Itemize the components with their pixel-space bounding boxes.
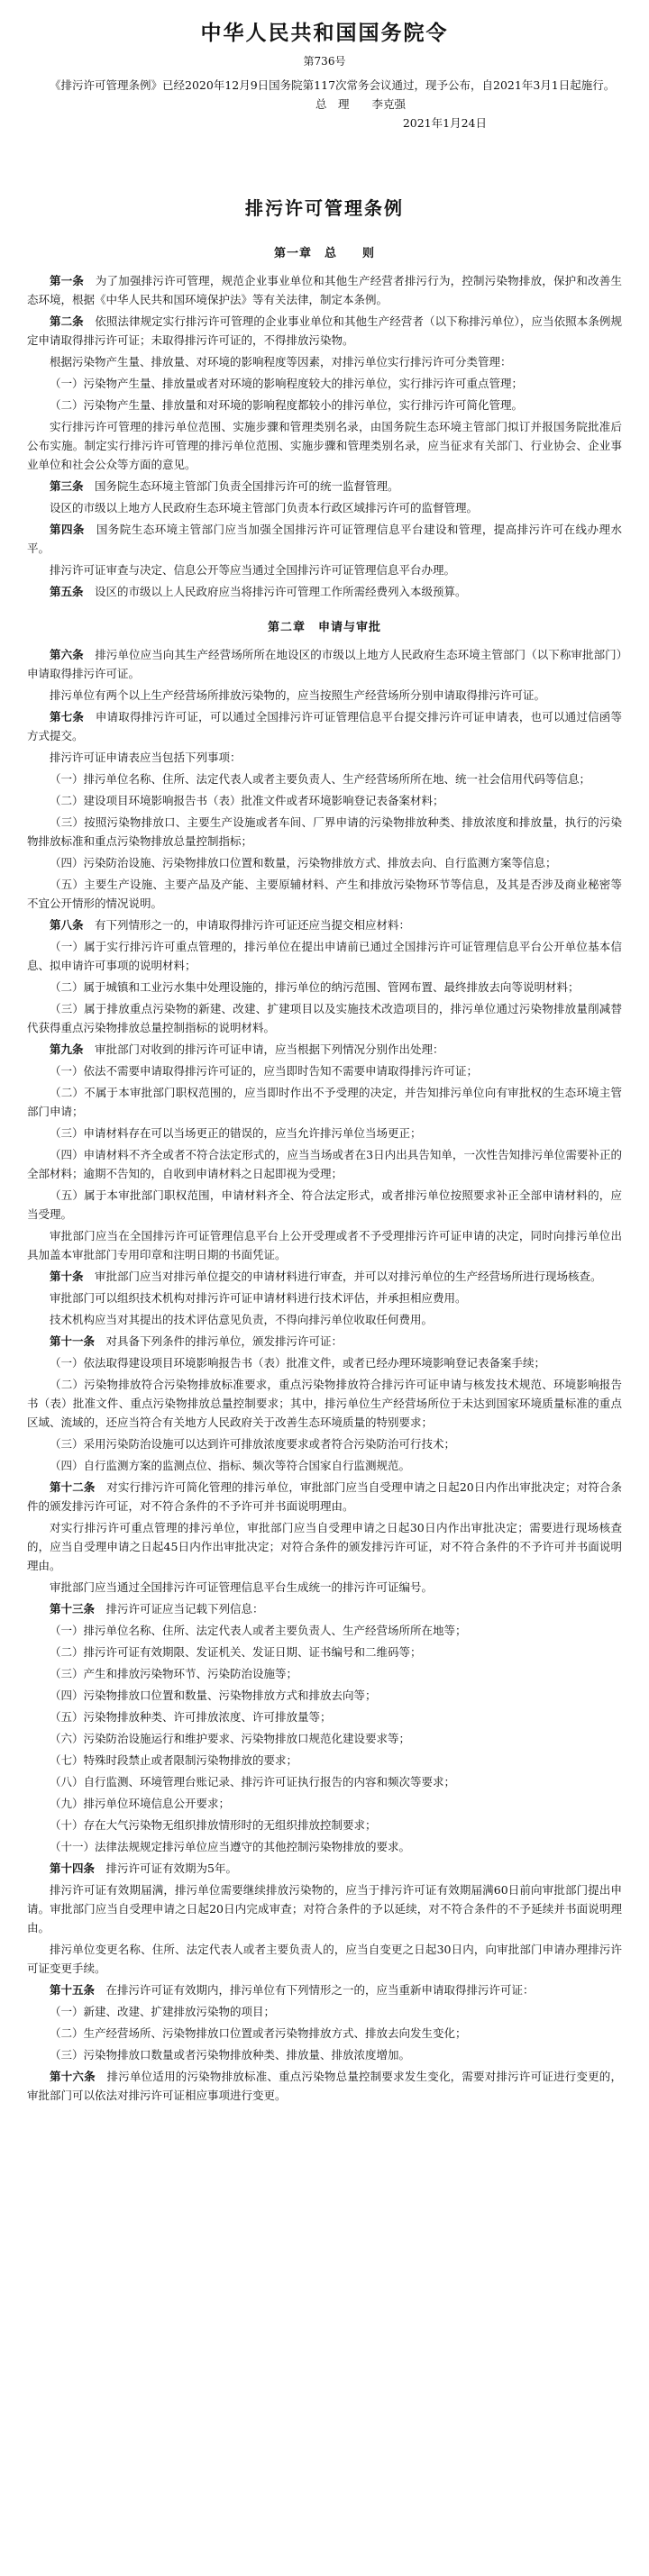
paragraph-text: （四）污染物排放口位置和数量、污染物排放方式和排放去向等；: [50, 1689, 377, 1702]
paragraph: [27, 853, 622, 872]
paragraph-text: （一）新建、改建、扩建排放污染物的项目；: [50, 2005, 276, 2018]
paragraph-text: 根据污染物产生量、排放量、对环境的影响程度等因素，对排污单位实行排污许可分类管理：: [50, 355, 512, 369]
article-paragraph: [27, 1040, 622, 1059]
paragraph-text: （二）排污许可证有效期限、发证机关、发证日期、证书编号和二维码等；: [50, 1645, 422, 1659]
paragraph: [27, 978, 622, 997]
paragraph-text: （一）污染物产生量、排放量或者对环境的影响程度较大的排污单位，实行排污许可重点管理；: [50, 377, 524, 390]
paragraph-text: （六）污染防治设施运行和维护要求、污染物排放口规范化建设要求等；: [50, 1732, 411, 1745]
paragraph: [27, 498, 622, 517]
article-number: 第九条: [50, 1042, 84, 1056]
article-paragraph: [27, 582, 622, 601]
paragraph-text: 有下列情形之一的，申请取得排污许可证还应当提交相应材料：: [95, 918, 411, 932]
paragraph: [27, 1816, 622, 1834]
paragraph: [27, 875, 622, 913]
paragraph: [27, 1226, 622, 1264]
paragraph: [27, 748, 622, 767]
paragraph-text: （二）生产经营场所、污染物排放口位置或者污染物排放方式、排放去向发生变化；: [50, 2026, 467, 2040]
article-number: 第二条: [50, 314, 84, 328]
article-paragraph: [27, 707, 622, 745]
paragraph-text: 排污许可证审查与决定、信息公开等应当通过全国排污许可证管理信息平台办理。: [50, 563, 456, 577]
article-paragraph: [27, 520, 622, 558]
paragraph: [27, 937, 622, 975]
paragraph-text: 实行排污许可管理的排污单位范围、实施步骤和管理类别名录，由国务院生态环境主管部门拟订并报国务院批准后公布实施。制定实行排污许可管理的排污单位范围、实施步骤和管理类别名录，应当征求有关部门、行业协会、企业事业单位和社会公众等方面的意见。: [27, 420, 622, 471]
paragraph: [27, 1794, 622, 1813]
paragraph-text: （二）污染物排放符合污染物排放标准要求，重点污染物排放符合排污许可证申请与核发技术规范、环境影响报告书（表）批准文件、重点污染物排放总量控制要求；其中，排污单位生产经营场所位于未达到国家环境质量标准的重点区域、流域的，还应当符合有关地方人民政府关于改善生态环境质量的特别要求；: [27, 1378, 622, 1429]
paragraph-text: （五）属于本审批部门职权范围，申请材料齐全、符合法定形式，或者排污单位按照要求补正全部申请材料的，应当受理。: [27, 1188, 622, 1221]
chapter-heading: 第一章 总 则: [273, 247, 375, 260]
paragraph: [27, 1707, 622, 1726]
paragraph-text: （三）申请材料存在可以当场更正的错误的，应当允许排污单位当场更正；: [50, 1126, 422, 1140]
paragraph: [27, 686, 622, 705]
paragraph-text: （一）排污单位名称、住所、法定代表人或者主要负责人、生产经营场所所在地等；: [50, 1624, 467, 1637]
article-paragraph: [27, 271, 622, 309]
paragraph: [27, 1375, 622, 1432]
article-paragraph: [27, 1332, 622, 1351]
article-paragraph: [27, 312, 622, 350]
article-paragraph: [27, 1859, 622, 1878]
article-number: 第十五条: [50, 1983, 96, 1997]
paragraph-text: （五）污染物排放种类、许可排放浓度、许可排放量等；: [50, 1710, 332, 1724]
article-paragraph: [27, 1599, 622, 1618]
article-number: 第六条: [50, 648, 84, 661]
paragraph: [27, 1145, 622, 1183]
article-paragraph: [27, 1980, 622, 1999]
paragraph-text: （三）属于排放重点污染物的新建、改建、扩建项目以及实施技术改造项目的，排污单位通过污染物排放量削减替代获得重点污染物排放总量控制指标的说明材料。: [27, 1002, 622, 1034]
paragraph-text: 设区的市级以上地方人民政府生态环境主管部门负责本行政区域排污许可的监督管理。: [50, 501, 479, 514]
paragraph-text: （四）申请材料不齐全或者不符合法定形式的，应当当场或者在3日内出具告知单，一次性告知排污单位需要补正的全部材料；逾期不告知的，自收到申请材料之日起即视为受理；: [27, 1148, 622, 1180]
paragraph: [27, 1310, 622, 1329]
paragraph-text: （十一）法律法规规定排污单位应当遵守的其他控制污染物排放的要求。: [50, 1840, 411, 1853]
article-paragraph: [27, 1267, 622, 1286]
paragraph-text: 排污许可证有效期届满，排污单位需要继续排放污染物的，应当于排污许可证有效期届满60日前向审批部门提出申请。审批部门应当自受理申请之日起20日内完成审查；对符合条件的予以延续，对不符合条件的不予延续并书面说明理由。: [27, 1883, 622, 1934]
decree-number: 第736号: [303, 55, 346, 68]
paragraph: [27, 1940, 622, 1978]
paragraph-text: （三）按照污染物排放口、主要生产设施或者车间、厂界申请的污染物排放种类、排放浓度和排放量，执行的污染物排放标准和重点污染物排放总量控制指标；: [27, 815, 622, 848]
decree-date: 2021年1月24日: [402, 116, 487, 130]
article-paragraph: [27, 477, 622, 496]
paragraph: [27, 1061, 622, 1080]
paragraph-text: （二）污染物产生量、排放量和对环境的影响程度都较小的排污单位，实行排污许可简化管理。: [50, 398, 524, 412]
article-number: 第四条: [50, 523, 85, 536]
paragraph: [27, 1434, 622, 1453]
paragraph-text: 申请取得排污许可证，可以通过全国排污许可证管理信息平台提交排污许可证申请表，也可以通过信函等方式提交。: [27, 710, 622, 742]
paragraph-text: 排污许可证有效期为5年。: [105, 1861, 237, 1875]
article-number: 第八条: [50, 918, 84, 932]
paragraph: [27, 352, 622, 371]
paragraph-text: （四）自行监测方案的监测点位、指标、频次等符合国家自行监测规范。: [50, 1459, 411, 1472]
paragraph-text: 审批部门应当通过全国排污许可证管理信息平台生成统一的排污许可证编号。: [50, 1580, 434, 1594]
article-number: 第十一条: [50, 1334, 96, 1348]
article-number: 第十二条: [50, 1480, 96, 1494]
paragraph-text: （三）污染物排放口数量或者污染物排放种类、排放量、排放浓度增加。: [50, 2048, 411, 2062]
paragraph-text: （八）自行监测、环境管理台账记录、排污许可证执行报告的内容和频次等要求；: [50, 1775, 456, 1789]
paragraph-text: （四）污染防治设施、污染物排放口位置和数量，污染物排放方式、排放去向、自行监测方案等信息；: [50, 856, 557, 869]
paragraph-text: 审批部门应当对排污单位提交的申请材料进行审查，并可以对排污单位的生产经营场所进行现场核查。: [95, 1270, 602, 1283]
paragraph: [27, 1578, 622, 1597]
signatory-name: 李克强: [371, 97, 406, 111]
paragraph: [27, 1880, 622, 1937]
article-paragraph: [27, 645, 622, 683]
paragraph: [27, 560, 622, 579]
paragraph-text: （三）采用污染防治设施可以达到许可排放浓度要求或者符合污染防治可行技术；: [50, 1437, 456, 1451]
paragraph-text: 对具备下列条件的排污单位，颁发排污许可证：: [105, 1334, 343, 1348]
paragraph-text: （一）依法不需要申请取得排污许可证的，应当即时告知不需要申请取得排污许可证；: [50, 1064, 479, 1078]
paragraph-text: （二）建设项目环境影响报告书（表）批准文件或者环境影响登记表备案材料；: [50, 794, 444, 807]
paragraph: [27, 1456, 622, 1475]
paragraph: [27, 813, 622, 851]
paragraph-text: 排污单位有两个以上生产经营场所排放污染物的，应当按照生产经营场所分别申请取得排污许可证。: [50, 688, 546, 702]
paragraph-text: 审批部门应当在全国排污许可证管理信息平台上公开受理或者不予受理排污许可证申请的决定，同时向排污单位出具加盖本审批部门专用印章和注明日期的书面凭证。: [27, 1229, 622, 1261]
article-number: 第七条: [50, 710, 85, 724]
decree-text: 《排污许可管理条例》已经2020年12月9日国务院第117次常务会议通过，现予公布，自2021年3月1日起施行。: [50, 78, 616, 92]
paragraph-text: 设区的市级以上人民政府应当将排污许可管理工作所需经费列入本级预算。: [95, 585, 467, 598]
paragraph-text: （一）依法取得建设项目环境影响报告书（表）批准文件，或者已经办理环境影响登记表备案手续；: [50, 1356, 546, 1370]
paragraph-text: 排污单位变更名称、住所、法定代表人或者主要负责人的，应当自变更之日起30日内，向审批部门申请办理排污许可证变更手续。: [27, 1943, 622, 1975]
paragraph-text: （十）存在大气污染物无组织排放情形时的无组织排放控制要求；: [50, 1818, 377, 1832]
article-number: 第十三条: [50, 1602, 96, 1616]
law-title: 排污许可管理条例: [245, 197, 404, 219]
paragraph: [27, 2002, 622, 2021]
paragraph: [27, 396, 622, 414]
paragraph-text: （二）不属于本审批部门职权范围的，应当即时作出不予受理的决定，并告知排污单位向有审批权的生态环境主管部门申请；: [27, 1086, 622, 1118]
decree-signatory: [27, 95, 622, 114]
paragraph: [27, 1518, 622, 1575]
paragraph: [27, 374, 622, 393]
paragraph: [27, 2045, 622, 2064]
decree-title: 中华人民共和国国务院令: [200, 21, 449, 45]
article-number: 第五条: [50, 585, 84, 598]
paragraph: [27, 1353, 622, 1372]
article-number: 第一条: [50, 274, 85, 287]
article-paragraph: [27, 2067, 622, 2105]
paragraph-text: 排污许可证应当记载下列信息：: [105, 1602, 264, 1616]
paragraph: [27, 1186, 622, 1224]
paragraph-text: 排污许可证申请表应当包括下列事项：: [50, 751, 242, 764]
paragraph-text: （二）属于城镇和工业污水集中处理设施的，排污单位的纳污范围、管网布置、最终排放去向等说明材料；: [50, 980, 580, 994]
paragraph: [27, 2024, 622, 2043]
paragraph-text: 审批部门可以组织技术机构对排污许可证申请材料进行技术评估，并承担相应费用。: [50, 1291, 467, 1305]
paragraph: [27, 1664, 622, 1683]
article-number: 第十条: [50, 1270, 84, 1283]
paragraph-text: 在排污许可证有效期内，排污单位有下列情形之一的，应当重新申请取得排污许可证：: [105, 1983, 535, 1997]
paragraph-text: （三）产生和排放污染物环节、污染防治设施等；: [50, 1667, 298, 1680]
paragraph: [27, 769, 622, 788]
paragraph-text: 国务院生态环境主管部门负责全国排污许可的统一监督管理。: [95, 479, 399, 493]
paragraph-text: 排污单位应当向其生产经营场所所在地设区的市级以上地方人民政府生态环境主管部门（以下称审批部门）申请取得排污许可证。: [27, 648, 622, 680]
paragraph-text: （一）排污单位名称、住所、法定代表人或者主要负责人、生产经营场所所在地、统一社会信用代码等信息；: [50, 772, 591, 786]
paragraph: [27, 1751, 622, 1770]
paragraph-text: （一）属于实行排污许可重点管理的，排污单位在提出申请前已通过全国排污许可证管理信息平台公开单位基本信息、拟申请许可事项的说明材料；: [27, 940, 622, 972]
paragraph-text: 国务院生态环境主管部门应当加强全国排污许可证管理信息平台建设和管理，提高排污许可在线办理水平。: [27, 523, 622, 555]
article-number: 第十六条: [50, 2070, 96, 2083]
paragraph: [27, 1686, 622, 1705]
article-paragraph: [27, 915, 622, 934]
paragraph-text: （七）特殊时段禁止或者限制污染物排放的要求；: [50, 1753, 298, 1767]
law-body: [27, 243, 622, 2105]
paragraph: [27, 1124, 622, 1142]
article-number: 第三条: [50, 479, 84, 493]
paragraph-text: 对实行排污许可简化管理的排污单位，审批部门应当自受理申请之日起20日内作出审批决定；对符合条件的颁发排污许可证，对不符合条件的不予许可并书面说明理由。: [27, 1480, 622, 1513]
paragraph: [27, 1837, 622, 1856]
paragraph-text: （九）排污单位环境信息公开要求；: [50, 1797, 231, 1810]
paragraph-text: 对实行排污许可重点管理的排污单位，审批部门应当自受理申请之日起30日内作出审批决定；需要进行现场核查的，应当自受理申请之日起45日内作出审批决定；对符合条件的颁发排污许可证，对不符合条件的不予许可并书面说明理由。: [27, 1521, 622, 1572]
paragraph: [27, 791, 622, 810]
paragraph: [27, 1288, 622, 1307]
paragraph: [27, 1772, 622, 1791]
paragraph: [27, 1729, 622, 1748]
paragraph: [27, 417, 622, 474]
paragraph-text: （五）主要生产设施、主要产品及产能、主要原辅材料、产生和排放污染物环节等信息，及其是否涉及商业秘密等不宜公开情形的情况说明。: [27, 878, 622, 910]
paragraph-text: 审批部门对收到的排污许可证申请，应当根据下列情况分别作出处理：: [95, 1042, 444, 1056]
paragraph: [27, 999, 622, 1037]
chapter-heading: 第二章 申请与审批: [267, 621, 381, 634]
article-number: 第十四条: [50, 1861, 96, 1875]
paragraph-text: 为了加强排污许可管理，规范企业事业单位和其他生产经营者排污行为，控制污染物排放，保护和改善生态环境，根据《中华人民共和国环境保护法》等有关法律，制定本条例。: [27, 274, 622, 306]
paragraph-text: 依照法律规定实行排污许可管理的企业事业单位和其他生产经营者（以下称排污单位），应当依照本条例规定申请取得排污许可证；未取得排污许可证的，不得排放污染物。: [27, 314, 622, 347]
paragraph: [27, 1083, 622, 1121]
paragraph: [27, 1621, 622, 1640]
signatory-title: 总 理: [315, 97, 350, 111]
paragraph-text: 排污单位适用的污染物排放标准、重点污染物总量控制要求发生变化，需要对排污许可证进行变更的，审批部门可以依法对排污许可证相应事项进行变更。: [27, 2070, 622, 2102]
paragraph: [27, 1643, 622, 1661]
article-paragraph: [27, 1478, 622, 1516]
paragraph-text: 技术机构应当对其提出的技术评估意见负责，不得向排污单位收取任何费用。: [50, 1313, 434, 1326]
